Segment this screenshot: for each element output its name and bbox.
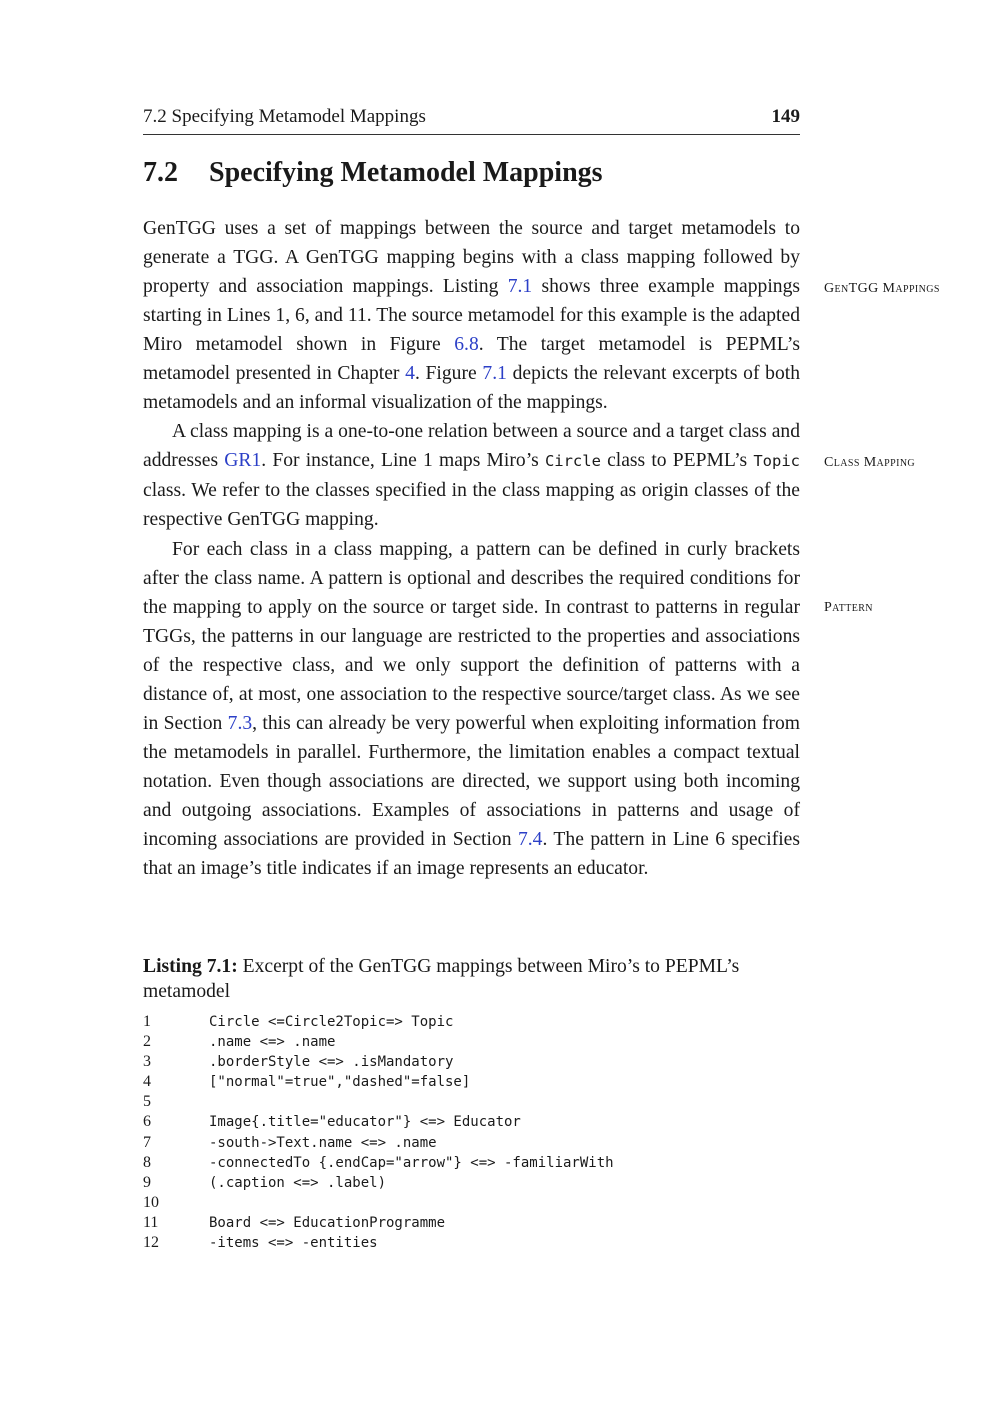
section-heading	[143, 157, 603, 189]
paragraph-1	[143, 214, 800, 417]
listing-caption-text: Excerpt of the GenTGG mappings between Miro’s to PEPML’s metamodel	[143, 956, 740, 1002]
text-run: A class mapping is a one-to-one relation between a source and a target class and addresses	[143, 421, 800, 472]
body-text	[143, 214, 800, 883]
text-run: . For instance, Line 1 maps Miro’s	[261, 450, 545, 472]
text-run: GenTGG uses a set of mappings between the source and target metamodels to generate a TGG. A GenTGG mapping begins with a class mapping followed by property and association mappings. Listing	[143, 218, 800, 298]
code-text: -south->Text.name <=> .name	[209, 1134, 437, 1151]
inline-code: Topic	[753, 452, 800, 471]
section-reference-link[interactable]: 7.3	[227, 712, 253, 734]
code-text: Board <=> EducationProgramme	[209, 1214, 446, 1231]
paragraph-3	[143, 535, 800, 884]
line-number: 5	[143, 1093, 151, 1111]
text-run: For each class in a class mapping, a pattern can be defined in curly brackets after the class name. A pattern is optional and describes the required conditions for the mapping to apply on the source or target side. In contrast to patterns in regular TGGs, the patterns in our language are restricted to the properties and associations of the respective class, and we only support the definition of patterns with a distance of, at most, one association to the respective source/target class. As we see in Section	[143, 538, 800, 734]
figure-reference-link[interactable]: 7.1	[482, 363, 507, 385]
line-number: 10	[143, 1193, 159, 1211]
code-line	[143, 1212, 800, 1232]
text-run: class. We refer to the classes specified in the class mapping as origin classes of the respective GenTGG mapping.	[143, 480, 800, 531]
line-number: 11	[143, 1213, 159, 1231]
line-number: 1	[143, 1013, 151, 1030]
code-line	[143, 1152, 800, 1172]
listing-caption	[143, 955, 800, 1004]
margin-note-pattern: Pattern	[824, 600, 873, 615]
line-number: 6	[143, 1113, 151, 1131]
text-run: class to PEPML’s	[600, 450, 754, 472]
code-line	[143, 1031, 800, 1051]
listing-label: Listing 7.1:	[143, 956, 238, 977]
code-line	[143, 1011, 800, 1031]
requirement-reference-link[interactable]: GR1	[224, 450, 262, 472]
line-number: 12	[143, 1234, 159, 1252]
code-line	[143, 1091, 800, 1111]
line-number: 2	[143, 1033, 151, 1051]
page-number: 149	[771, 106, 800, 127]
text-run: . The target metamodel is PEPML’s metamodel presented in Chapter	[143, 334, 800, 385]
code-line	[143, 1192, 800, 1212]
code-line	[143, 1132, 800, 1152]
code-line	[143, 1232, 800, 1252]
section-title: Specifying Metamodel Mappings	[209, 157, 603, 188]
section-reference-link[interactable]: 7.4	[517, 828, 543, 850]
inline-code: Circle	[544, 452, 601, 471]
line-number: 4	[143, 1073, 151, 1091]
running-header	[143, 106, 800, 135]
line-number: 9	[143, 1173, 151, 1191]
text-run: . The pattern in Line 6 specifies that an image’s title indicates if an image represents an educator.	[143, 828, 800, 880]
listing-reference-link[interactable]: 7.1	[507, 276, 533, 298]
text-run: , this can already be very powerful when exploiting information from the metamodels in parallel. Furthermore, the limitation enables a compact textual notation. Even though associations are directed, we support using both incoming and outgoing associations. Examples of associations in patterns and usage of incoming associations are provided in Section	[143, 712, 800, 850]
code-text: .borderStyle <=> .isMandatory	[209, 1054, 454, 1071]
line-number: 3	[143, 1053, 151, 1071]
text-run: depicts the relevant excerpts of both metamodels and an informal visualization of the mappings.	[143, 363, 800, 414]
code-text: (.caption <=> .label)	[209, 1174, 387, 1191]
figure-reference-link[interactable]: 6.8	[454, 334, 479, 356]
code-line	[143, 1071, 800, 1091]
code-text: Image{.title="educator"} <=> Educator	[209, 1114, 521, 1131]
code-listing	[143, 1011, 800, 1252]
line-number: 7	[143, 1133, 151, 1151]
code-line	[143, 1172, 800, 1192]
text-run: shows three example mappings starting in Lines 1, 6, and 11. The source metamodel for this example is the adapted Miro metamodel shown in Figure	[143, 276, 800, 356]
code-text: ["normal"=true","dashed"=false]	[209, 1074, 471, 1091]
code-line	[143, 1111, 800, 1131]
section-number: 7.2	[143, 157, 178, 188]
code-text: Circle <=Circle2Topic=> Topic	[209, 1014, 454, 1030]
margin-note-class-mapping: Class Mapping	[824, 455, 916, 470]
paragraph-2	[143, 417, 800, 534]
code-line	[143, 1051, 800, 1071]
margin-note-gentgg-mappings: GenTGG Mappings	[824, 281, 940, 296]
code-text: .name <=> .name	[209, 1034, 336, 1051]
code-text: -connectedTo {.endCap="arrow"} <=> -familiarWith	[209, 1154, 614, 1171]
text-run: . Figure	[414, 363, 483, 385]
running-title: 7.2 Specifying Metamodel Mappings	[143, 106, 426, 127]
chapter-reference-link[interactable]: 4	[405, 363, 415, 385]
code-text: -items <=> -entities	[209, 1235, 378, 1252]
line-number: 8	[143, 1153, 151, 1171]
